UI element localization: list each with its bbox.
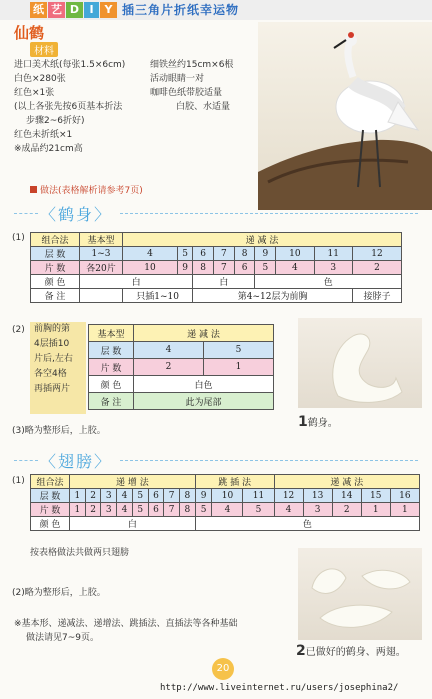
- table-cell: 10: [276, 247, 314, 261]
- table-cell: 基本型: [80, 233, 123, 247]
- table-cell: 6: [193, 247, 214, 261]
- table-cell: 14: [332, 489, 361, 503]
- table-cell: 第4~12层为前胸: [193, 289, 353, 303]
- materials-left-list: [14, 58, 125, 156]
- table-row: [89, 376, 274, 393]
- table-row: [89, 342, 274, 359]
- table-cell: 4: [276, 261, 314, 275]
- page-number: 20: [212, 658, 234, 680]
- table-cell: 白: [70, 517, 196, 531]
- banner-tile: 纸: [30, 2, 47, 18]
- step2-note-line: 片后,左右: [34, 354, 73, 364]
- table-row: [89, 359, 274, 376]
- body-photo: [298, 318, 422, 408]
- material-item: 白色×280张: [14, 74, 66, 84]
- table-cell: 6: [234, 261, 255, 275]
- table-cell: 5: [195, 503, 212, 517]
- source-url: http://www.liveinternet.ru/users/josephina2/: [160, 683, 399, 693]
- table-cell: 15: [361, 489, 390, 503]
- caption-number: 2: [296, 643, 306, 659]
- table-cell: 1: [361, 503, 390, 517]
- material-item: 白胶、水适量: [176, 102, 231, 112]
- folded-body-illustration: [298, 318, 422, 408]
- table-cell: 4: [212, 503, 243, 517]
- table-cell: 层 数: [31, 247, 80, 261]
- table-row: [31, 517, 420, 531]
- material-item: 红色未折纸×1: [14, 130, 73, 140]
- page-title: 仙鹤: [14, 24, 45, 42]
- step2-note-line: 再插两片: [34, 384, 71, 394]
- material-item: 红色×1张: [14, 88, 55, 98]
- table-cell: 5: [178, 247, 193, 261]
- table-cell: 组合法: [31, 233, 80, 247]
- table-cell: 8: [180, 503, 196, 517]
- table-cell: 10: [212, 489, 243, 503]
- table-cell: [80, 289, 123, 303]
- wings-photo: [298, 548, 422, 640]
- footnote-line: ※基本形、递减法、递增法、跳插法、直插法等各种基础: [14, 619, 238, 629]
- banner-tile: D: [66, 2, 83, 18]
- table-cell: 7: [164, 489, 180, 503]
- crane-photo: [258, 22, 432, 210]
- section-title-wing: 〈翅膀〉: [40, 452, 113, 471]
- wing-table: [30, 474, 420, 531]
- table-cell: 递 增 法: [70, 475, 196, 489]
- table-cell: 递 减 法: [134, 325, 274, 342]
- table-cell: 7: [213, 261, 234, 275]
- table-cell: 组合法: [31, 475, 70, 489]
- table-cell: 片 数: [31, 503, 70, 517]
- material-item: 咖啡色纸带胶适量: [150, 88, 223, 98]
- step-label: (1): [12, 476, 25, 486]
- wings-caption: [296, 643, 406, 659]
- table-cell: 5: [132, 489, 148, 503]
- table-row: [31, 247, 402, 261]
- table-cell: 2: [85, 489, 101, 503]
- step3-note: (3)略为整形后，上胶。: [12, 426, 106, 436]
- table-cell: 8: [180, 489, 196, 503]
- table-cell: 13: [303, 489, 332, 503]
- table-cell: 3: [101, 489, 117, 503]
- table-cell: 2: [353, 261, 402, 275]
- table-cell: 16: [390, 489, 419, 503]
- table-cell: 2: [332, 503, 361, 517]
- table-cell: 备 注: [89, 393, 134, 410]
- table-row: [31, 289, 402, 303]
- step2-note-line: 4层插10: [34, 339, 70, 349]
- step-label: (1): [12, 233, 25, 243]
- material-item: (以上各张先按6页基本折法: [14, 102, 123, 112]
- table-row: [31, 261, 402, 275]
- table-cell: 递 减 法: [123, 233, 402, 247]
- table-row: [31, 489, 420, 503]
- table-cell: 7: [164, 503, 180, 517]
- table-cell: 12: [274, 489, 303, 503]
- table-cell: 7: [213, 247, 234, 261]
- table-cell: 9: [195, 489, 212, 503]
- table-cell: 4: [123, 247, 178, 261]
- table-cell: 11: [243, 489, 274, 503]
- banner-title: 插三角片折纸幸运物: [122, 3, 240, 17]
- table-cell: 颜 色: [31, 517, 70, 531]
- materials-right-list: [150, 58, 233, 114]
- table-cell: 接脖子: [353, 289, 402, 303]
- body-table: [30, 232, 402, 303]
- table-cell: 层 数: [89, 342, 134, 359]
- caption-number: 1: [298, 414, 308, 430]
- table-cell: 4: [117, 503, 133, 517]
- table-cell: 1: [70, 489, 86, 503]
- step2-note-line: 各空4格: [34, 369, 67, 379]
- material-item: 细铁丝约15cm×6根: [150, 60, 234, 70]
- table-cell: 3: [314, 261, 352, 275]
- table-row: [89, 325, 274, 342]
- table-row: [31, 475, 420, 489]
- table-cell: 5: [203, 342, 273, 359]
- step2-note-line: 前胸的第: [34, 324, 71, 334]
- table-row: [31, 275, 402, 289]
- table-row: [31, 233, 402, 247]
- table-cell: 10: [123, 261, 178, 275]
- divider: [120, 213, 418, 214]
- materials-tag: 材料: [30, 42, 58, 57]
- table-cell: 1~3: [80, 247, 123, 261]
- caption-text: 已做好的鹤身、两翅。: [305, 647, 406, 658]
- table-cell: 2: [134, 359, 204, 376]
- table-cell: 层 数: [31, 489, 70, 503]
- table-cell: 颜 色: [89, 376, 134, 393]
- table-cell: 基本型: [89, 325, 134, 342]
- table-cell: 3: [303, 503, 332, 517]
- table-cell: 9: [255, 247, 276, 261]
- banner-tile: I: [84, 2, 99, 18]
- divider: [120, 460, 418, 461]
- table-cell: 11: [314, 247, 352, 261]
- body-caption: [298, 414, 338, 430]
- material-item: 进口美术纸(每张1.5×6cm): [14, 60, 126, 70]
- table-cell: 递 减 法: [274, 475, 420, 489]
- table-cell: 4: [134, 342, 204, 359]
- table-cell: 只插1~10: [123, 289, 193, 303]
- table-cell: 1: [390, 503, 419, 517]
- table-cell: 片 数: [31, 261, 80, 275]
- crane-illustration: [258, 22, 432, 210]
- method-note-text: 做法(表格解析请参考7页): [40, 186, 143, 196]
- material-item: ※成品约21cm高: [14, 144, 83, 154]
- method-note: [30, 183, 143, 196]
- table-cell: 5: [243, 503, 274, 517]
- banner-tile: 艺: [48, 2, 65, 18]
- tail-table: [88, 324, 274, 410]
- footnote-line: 做法请见7~9页。: [26, 633, 99, 643]
- table-cell: 备 注: [31, 289, 80, 303]
- table-cell: 4: [274, 503, 303, 517]
- table-cell: 3: [101, 503, 117, 517]
- caption-text: 鹤身。: [307, 418, 338, 429]
- divider: [14, 460, 38, 461]
- table-cell: 此为尾部: [134, 393, 274, 410]
- step2-note-box: [30, 322, 86, 414]
- table-cell: 8: [234, 247, 255, 261]
- footnote: [14, 617, 238, 645]
- wing-note: 按表格做法共做两只翅膀: [30, 548, 130, 558]
- table-row: [31, 503, 420, 517]
- material-item: 步骤2~6折好): [26, 116, 85, 126]
- table-cell: 2: [85, 503, 101, 517]
- section-title-body: 〈鹤身〉: [40, 205, 113, 224]
- table-cell: 各20片: [80, 261, 123, 275]
- table-cell: 颜 色: [31, 275, 80, 289]
- table-cell: 9: [178, 261, 193, 275]
- step-label: (2): [12, 325, 25, 335]
- table-cell: 白: [80, 275, 193, 289]
- divider: [14, 213, 38, 214]
- table-cell: 6: [148, 503, 164, 517]
- wing-step2-note: (2)略为整形后，上胶。: [12, 588, 106, 598]
- table-cell: 5: [255, 261, 276, 275]
- table-cell: 6: [148, 489, 164, 503]
- bullet-square-icon: [30, 186, 37, 193]
- folded-wings-illustration: [298, 548, 422, 640]
- material-item: 活动眼睛一对: [150, 74, 205, 84]
- table-cell: 8: [193, 261, 214, 275]
- table-row: [89, 393, 274, 410]
- banner-tile: Y: [100, 2, 117, 18]
- table-cell: 4: [117, 489, 133, 503]
- table-cell: 1: [203, 359, 273, 376]
- table-cell: 1: [70, 503, 86, 517]
- table-cell: 12: [353, 247, 402, 261]
- table-cell: 白色: [134, 376, 274, 393]
- table-cell: 色: [195, 517, 419, 531]
- table-cell: 5: [132, 503, 148, 517]
- table-cell: 白: [193, 275, 255, 289]
- table-cell: 色: [255, 275, 402, 289]
- table-cell: 片 数: [89, 359, 134, 376]
- table-cell: 跳 插 法: [195, 475, 274, 489]
